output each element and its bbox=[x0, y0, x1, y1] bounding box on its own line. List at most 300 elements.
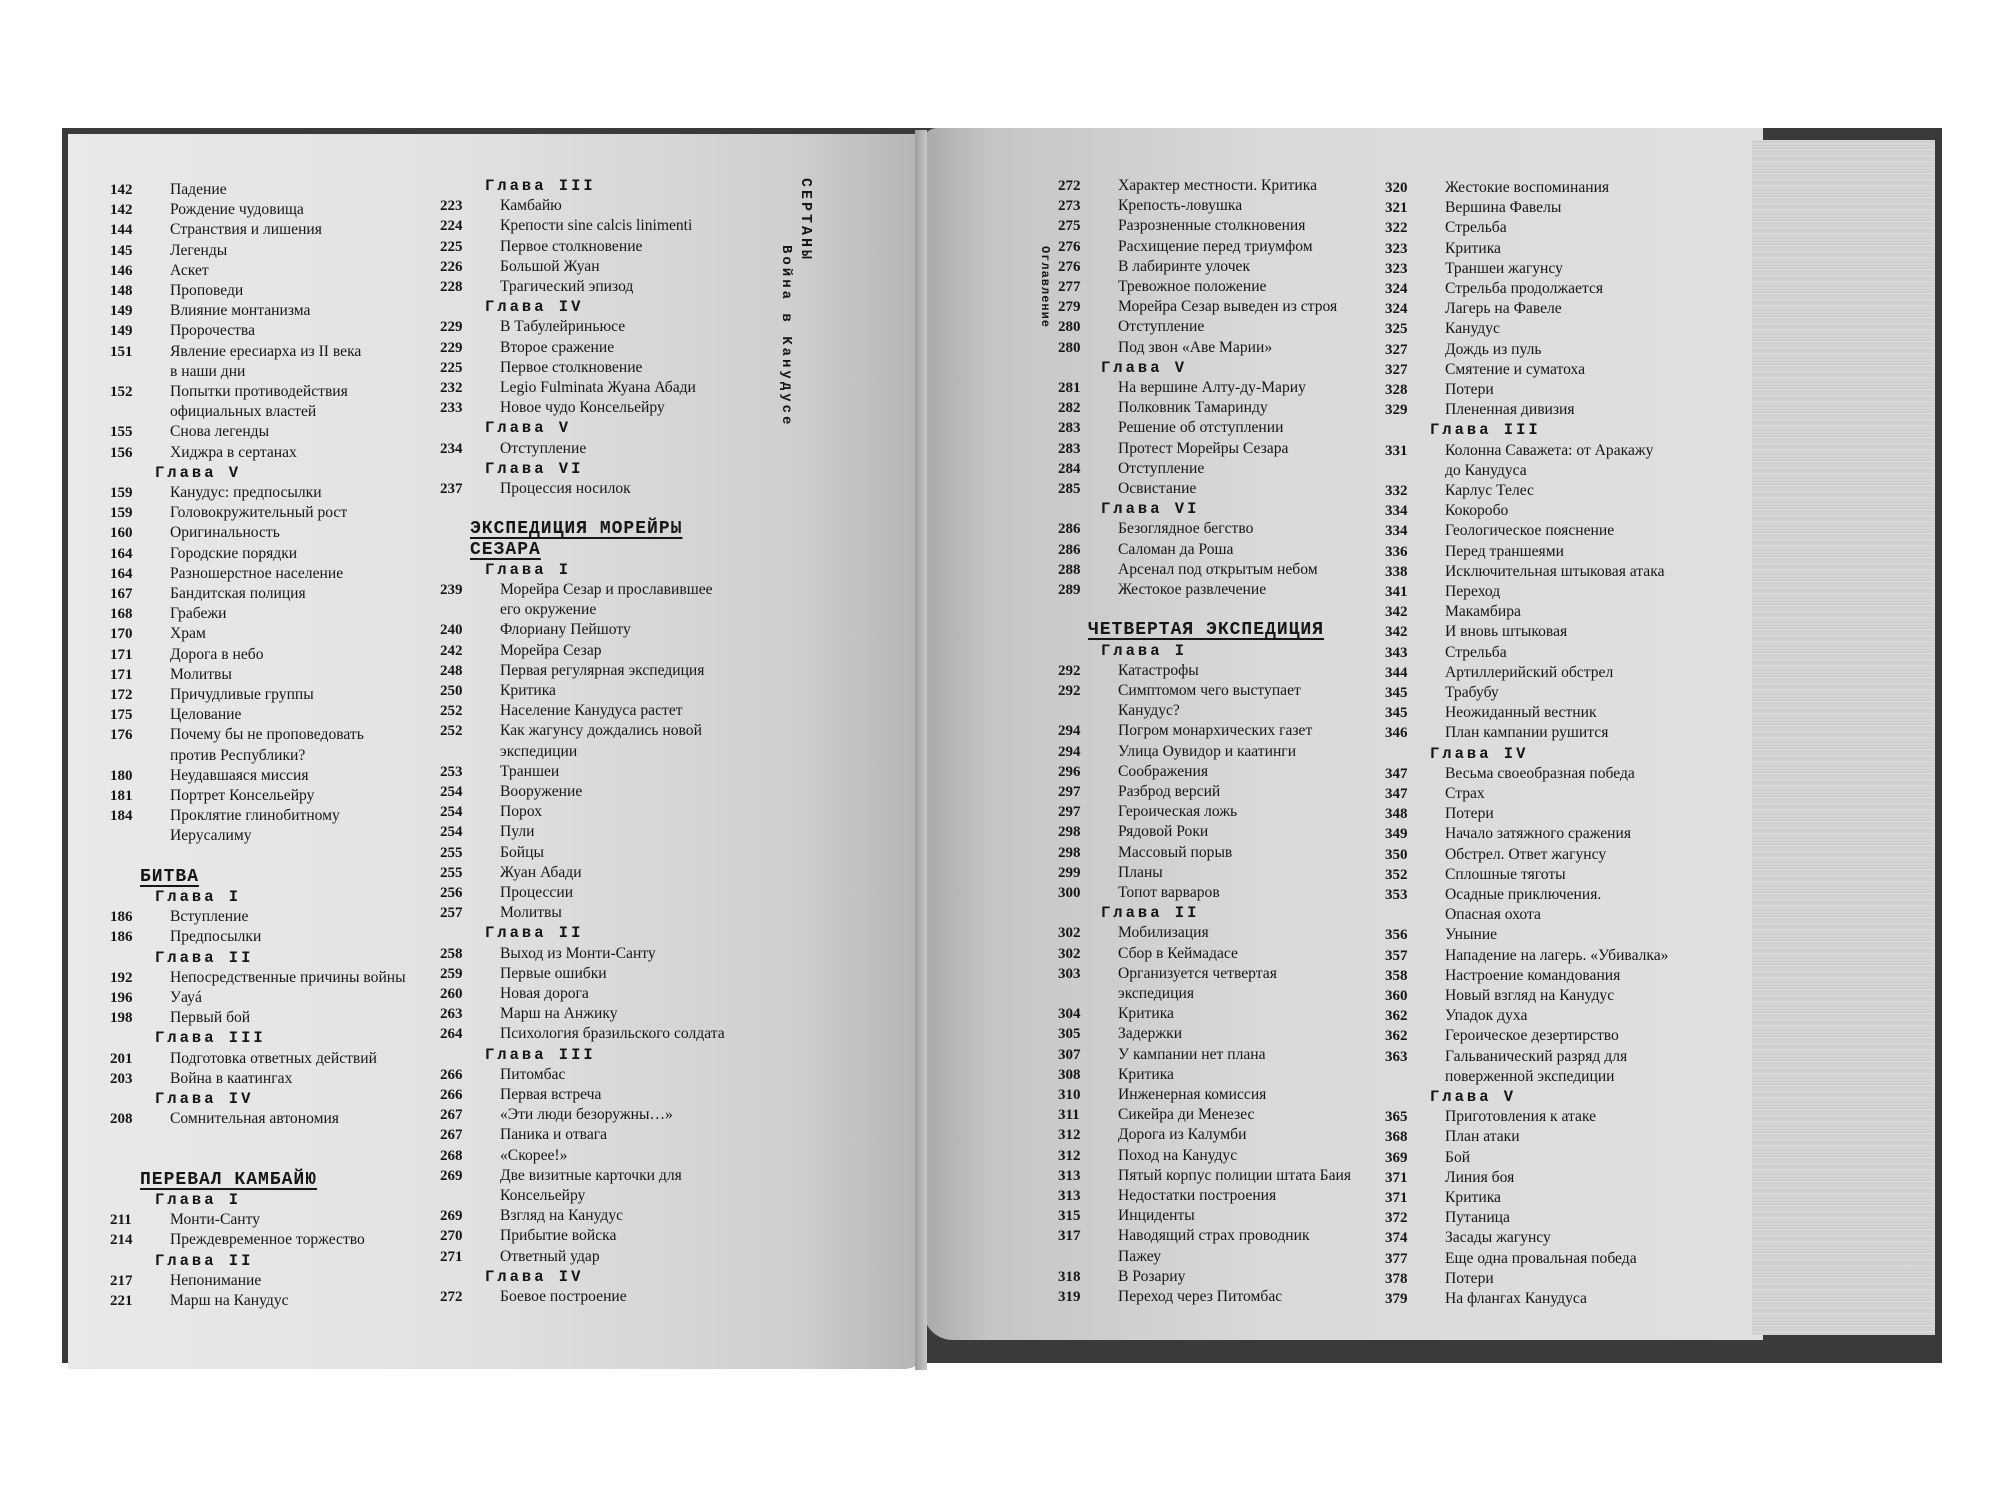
page-number: 266 bbox=[440, 1066, 463, 1083]
entry-title: Влияние монтанизма bbox=[170, 302, 311, 320]
page-number: 346 bbox=[1385, 725, 1408, 742]
entry-title: Трабубу bbox=[1445, 684, 1499, 701]
entry-title: Полковник Тамаринду bbox=[1118, 399, 1268, 417]
entry-title: Почему бы не проповедовать bbox=[170, 726, 364, 744]
entry-title: Порох bbox=[500, 803, 543, 821]
entry-title: Уныние bbox=[1445, 926, 1498, 944]
page-number: 276 bbox=[1058, 238, 1081, 255]
entry-title: Критика bbox=[500, 682, 556, 699]
page-number: 217 bbox=[110, 1272, 133, 1289]
entry-title: Проклятие глинобитному bbox=[170, 807, 340, 825]
page-number: 356 bbox=[1385, 927, 1408, 944]
page-number: 377 bbox=[1385, 1250, 1408, 1267]
entry-title: Попытки противодействия bbox=[170, 383, 348, 400]
running-head-book-title: СЕРТАНЫ bbox=[797, 178, 814, 263]
entry-title: Критика bbox=[1445, 1189, 1501, 1206]
entry-title: Странствия и лишения bbox=[170, 221, 322, 239]
page-number: 186 bbox=[110, 929, 133, 946]
entry-title: Война в каатингах bbox=[170, 1069, 293, 1087]
page-number: 233 bbox=[440, 400, 463, 417]
entry-title: Иерусалиму bbox=[170, 827, 252, 845]
page-number: 211 bbox=[110, 1212, 132, 1229]
entry-title: Протест Морейры Сезара bbox=[1118, 439, 1289, 457]
page-number: 294 bbox=[1058, 723, 1081, 740]
page-number: 156 bbox=[110, 444, 133, 461]
chapter-heading: Глава V bbox=[1101, 358, 1188, 377]
entry-title: Рядовой Роки bbox=[1118, 823, 1209, 841]
page-number: 225 bbox=[440, 359, 463, 376]
entry-title: Карлус Телес bbox=[1445, 482, 1534, 499]
entry-title: Аскет bbox=[170, 261, 209, 279]
entry-title: Линия боя bbox=[1445, 1168, 1515, 1186]
entry-title: Страх bbox=[1445, 785, 1485, 802]
entry-title: Организуется четвертая bbox=[1118, 964, 1277, 982]
page-number: 276 bbox=[1058, 258, 1081, 275]
page-number: 253 bbox=[440, 763, 463, 780]
page-number: 226 bbox=[440, 258, 463, 275]
chapter-heading: Глава II bbox=[1101, 904, 1200, 923]
page-number: 268 bbox=[440, 1147, 463, 1164]
page-number: 228 bbox=[440, 279, 463, 295]
page-number: 277 bbox=[1058, 279, 1081, 295]
entry-title: Кокоробо bbox=[1445, 502, 1509, 520]
page-number: 225 bbox=[440, 238, 463, 255]
entry-title: Саломан да Роша bbox=[1118, 540, 1234, 558]
page-number: 152 bbox=[110, 384, 133, 400]
page-number: 323 bbox=[1385, 260, 1408, 277]
entry-title: Гальванический разряд для bbox=[1445, 1047, 1628, 1065]
page-number: 269 bbox=[440, 1208, 463, 1225]
entry-title: Процессии bbox=[500, 884, 574, 901]
entry-title: Непонимание bbox=[170, 1271, 262, 1289]
page-number: 303 bbox=[1058, 965, 1081, 982]
entry-title: Портрет Консельейру bbox=[170, 787, 315, 804]
page-number: 294 bbox=[1058, 743, 1081, 760]
part-heading: ПЕРЕВАЛ КАМБАЙЮ bbox=[140, 1169, 318, 1190]
page-number: 164 bbox=[110, 545, 133, 562]
entry-title: Головокружительный рост bbox=[170, 504, 348, 522]
chapter-heading: Глава I bbox=[485, 560, 572, 579]
entry-title: Бандитская полиция bbox=[170, 585, 306, 602]
entry-title: Население Канудуса растет bbox=[500, 702, 683, 720]
entry-title: Легенды bbox=[170, 241, 228, 259]
entry-title: Лагерь на Фавеле bbox=[1445, 300, 1562, 318]
page-number: 229 bbox=[440, 339, 463, 356]
entry-title: Новая дорога bbox=[500, 985, 589, 1002]
entry-title: Дорога из Калумби bbox=[1118, 1126, 1247, 1144]
entry-title: против Республики? bbox=[170, 746, 306, 764]
entry-title: Сомнительная автономия bbox=[170, 1110, 339, 1128]
page-number: 196 bbox=[110, 990, 133, 1006]
entry-title: Проповеди bbox=[170, 282, 244, 299]
entry-title: Засады жагунсу bbox=[1445, 1229, 1551, 1247]
entry-title: Выход из Монти-Санту bbox=[500, 944, 656, 962]
page-number: 221 bbox=[110, 1293, 133, 1309]
page-number: 310 bbox=[1058, 1087, 1081, 1103]
entry-title: Первая регулярная экспедиция bbox=[500, 661, 705, 679]
entry-title: Пули bbox=[500, 823, 535, 841]
entry-title: Первая встреча bbox=[500, 1086, 602, 1103]
entry-title: Морейра Сезар выведен из строя bbox=[1118, 298, 1338, 316]
page-number: 342 bbox=[1385, 604, 1408, 621]
page-number: 272 bbox=[1058, 178, 1081, 194]
entry-title: Артиллерийский обстрел bbox=[1445, 663, 1614, 681]
entry-title: «Эти люди безоружны…» bbox=[500, 1106, 673, 1124]
page-number: 371 bbox=[1385, 1190, 1408, 1206]
page-number: 360 bbox=[1385, 988, 1408, 1004]
page-number: 263 bbox=[440, 1006, 463, 1023]
chapter-heading: Глава IV bbox=[485, 1267, 584, 1286]
page-number: 159 bbox=[110, 485, 133, 501]
page-number: 284 bbox=[1058, 460, 1081, 477]
entry-title: в наши дни bbox=[170, 362, 246, 380]
chapter-heading: Глава IV bbox=[155, 1090, 254, 1108]
entry-title: Геологическое пояснение bbox=[1445, 522, 1615, 540]
entry-title: Улица Оувидор и каатинги bbox=[1118, 742, 1297, 760]
entry-title: Канудус: предпосылки bbox=[170, 484, 322, 501]
chapter-heading: Глава IV bbox=[485, 298, 584, 317]
entry-title: Целование bbox=[170, 706, 242, 724]
page-number: 259 bbox=[440, 965, 463, 982]
entry-title: Стрельба bbox=[1445, 643, 1507, 661]
page-number: 267 bbox=[440, 1127, 463, 1144]
entry-title: Критика bbox=[1118, 1065, 1174, 1083]
entry-title: На флангах Канудуса bbox=[1445, 1290, 1587, 1307]
page-number: 181 bbox=[110, 788, 133, 804]
page-number: 271 bbox=[440, 1248, 463, 1265]
page-number: 275 bbox=[1058, 218, 1081, 235]
entry-title: Жестокое развлечение bbox=[1118, 581, 1267, 598]
page-number: 264 bbox=[440, 1026, 463, 1043]
page-number: 283 bbox=[1058, 440, 1081, 457]
entry-title: его окружение bbox=[500, 601, 597, 619]
entry-title: Сбор в Кеймадасе bbox=[1118, 944, 1238, 962]
page-number: 315 bbox=[1058, 1208, 1081, 1225]
page-number: 283 bbox=[1058, 420, 1081, 437]
entry-title: Консельейру bbox=[500, 1187, 586, 1204]
page-number: 371 bbox=[1385, 1169, 1408, 1186]
chapter-heading: Глава II bbox=[155, 1251, 254, 1270]
entry-title: Траншеи жагунсу bbox=[1445, 259, 1563, 277]
entry-title: Отступление bbox=[1118, 459, 1205, 477]
entry-title: Жестокие воспоминания bbox=[1445, 179, 1610, 196]
chapter-heading: Глава III bbox=[485, 1045, 596, 1064]
entry-title: Непосредственные причины войны bbox=[170, 968, 406, 986]
page-number: 358 bbox=[1385, 967, 1408, 984]
entry-title: В лабиринте улочек bbox=[1118, 257, 1251, 275]
entry-title: Подготовка ответных действий bbox=[170, 1049, 377, 1067]
entry-title: Траншеи bbox=[500, 762, 560, 780]
page-number: 239 bbox=[440, 582, 463, 598]
page-number: 248 bbox=[440, 662, 463, 679]
entry-title: Инженерная комиссия bbox=[1118, 1086, 1267, 1103]
entry-title: Крепость-ловушка bbox=[1118, 197, 1243, 215]
entry-title: Поход на Канудус bbox=[1118, 1146, 1238, 1164]
page-number: 224 bbox=[440, 218, 463, 235]
page-number: 297 bbox=[1058, 784, 1081, 800]
entry-title: Морейра Сезар bbox=[500, 641, 602, 659]
page-number: 186 bbox=[110, 909, 133, 926]
page-number: 322 bbox=[1385, 220, 1408, 237]
entry-title: Новое чудо Консельейру bbox=[500, 399, 665, 417]
page-number: 237 bbox=[440, 481, 463, 497]
book-spine-gutter bbox=[915, 130, 927, 1370]
page-number: 300 bbox=[1058, 885, 1081, 901]
entry-title: Героическая ложь bbox=[1118, 803, 1238, 821]
entry-title: Исключительная штыковая атака bbox=[1445, 562, 1665, 580]
entry-title: Канудус bbox=[1445, 320, 1500, 338]
entry-title: Трагический эпизод bbox=[500, 278, 634, 295]
entry-title: Перед траншеями bbox=[1445, 542, 1564, 560]
page-number: 255 bbox=[440, 864, 463, 881]
entry-title: Legio Fulminata Жуана Абади bbox=[500, 379, 696, 396]
entry-title: Первое столкновение bbox=[500, 237, 643, 255]
entry-title: Хиджра в сертанах bbox=[170, 443, 297, 461]
page-number: 299 bbox=[1058, 864, 1081, 881]
page-number: 144 bbox=[110, 222, 133, 239]
entry-title: Путаница bbox=[1445, 1209, 1510, 1227]
page-number: 175 bbox=[110, 707, 133, 724]
entry-title: У кампании нет плана bbox=[1118, 1045, 1266, 1063]
entry-title: Стрельба bbox=[1445, 219, 1507, 237]
page-number: 302 bbox=[1058, 945, 1081, 962]
page-number: 266 bbox=[440, 1087, 463, 1103]
page-number: 329 bbox=[1385, 402, 1408, 419]
page-number: 336 bbox=[1385, 543, 1408, 560]
page-number: 324 bbox=[1385, 301, 1408, 318]
page-number: 321 bbox=[1385, 200, 1408, 217]
page-number: 332 bbox=[1385, 483, 1408, 499]
entry-title: Отступление bbox=[500, 439, 587, 457]
entry-title: Весьма своеобразная победа bbox=[1445, 764, 1635, 782]
page-number: 159 bbox=[110, 505, 133, 522]
chapter-heading: Глава III bbox=[485, 177, 596, 195]
entry-title: План кампании рушится bbox=[1445, 724, 1609, 742]
page-number: 242 bbox=[440, 642, 463, 659]
entry-title: Освистание bbox=[1118, 480, 1197, 497]
page-number: 148 bbox=[110, 283, 133, 299]
entry-title: Планы bbox=[1118, 863, 1163, 881]
entry-title: Погром монархических газет bbox=[1118, 722, 1313, 740]
entry-title: Задержки bbox=[1118, 1025, 1183, 1043]
entry-title: Большой Жуан bbox=[500, 257, 600, 275]
entry-title: Характер местности. Критика bbox=[1118, 177, 1317, 194]
page-number: 214 bbox=[110, 1232, 133, 1249]
entry-title: Новый взгляд на Канудус bbox=[1445, 987, 1615, 1004]
page-number: 325 bbox=[1385, 321, 1408, 338]
page-number: 254 bbox=[440, 784, 463, 800]
page-number: 155 bbox=[110, 424, 133, 441]
entry-title: Недостатки построения bbox=[1118, 1187, 1277, 1204]
entry-title: Причудливые группы bbox=[170, 686, 314, 703]
entry-title: Процессия носилок bbox=[500, 480, 631, 497]
page-number: 347 bbox=[1385, 765, 1408, 782]
entry-title: Психология бразильского солдата bbox=[500, 1025, 725, 1043]
page-number: 345 bbox=[1385, 685, 1408, 701]
entry-title: Еще одна провальная победа bbox=[1445, 1249, 1637, 1267]
page-number: 234 bbox=[440, 440, 463, 457]
entry-title: Морейра Сезар и прославившее bbox=[500, 581, 713, 598]
entry-title: Неожиданный вестник bbox=[1445, 704, 1597, 722]
page-number: 342 bbox=[1385, 624, 1408, 641]
entry-title: Явление ересиарха из II века bbox=[170, 342, 362, 360]
entry-title: Топот варваров bbox=[1118, 884, 1220, 901]
page-number: 168 bbox=[110, 606, 133, 623]
page-number: 171 bbox=[110, 666, 133, 683]
chapter-heading: Глава II bbox=[485, 924, 584, 943]
page-number: 269 bbox=[440, 1167, 463, 1184]
page-number: 285 bbox=[1058, 481, 1081, 497]
entry-title: Потери bbox=[1445, 805, 1494, 823]
page-number: 267 bbox=[440, 1107, 463, 1124]
entry-title: Марш на Канудус bbox=[170, 1292, 289, 1309]
entry-title: Паника и отвага bbox=[500, 1126, 608, 1144]
entry-title: Как жагунсу дождались новой bbox=[500, 722, 702, 740]
page-number: 160 bbox=[110, 525, 133, 542]
page-number: 229 bbox=[440, 319, 463, 336]
entry-title: Пажеу bbox=[1118, 1247, 1162, 1265]
page-number: 362 bbox=[1385, 1028, 1408, 1045]
entry-title: Настроение командования bbox=[1445, 966, 1621, 984]
entry-title: Падение bbox=[170, 181, 227, 198]
entry-title: Дождь из пуль bbox=[1445, 340, 1542, 358]
entry-title: Боевое построение bbox=[500, 1288, 627, 1305]
entry-title: Пятый корпус полиции штата Баия bbox=[1118, 1166, 1352, 1184]
page-number: 203 bbox=[110, 1070, 133, 1087]
page-number: 298 bbox=[1058, 824, 1081, 841]
page-number: 260 bbox=[440, 986, 463, 1002]
page-number: 327 bbox=[1385, 341, 1408, 358]
entry-title: В Табулейриньюсе bbox=[500, 318, 626, 336]
page-number: 379 bbox=[1385, 1291, 1408, 1307]
entry-title: Пророчества bbox=[170, 322, 256, 340]
entry-title: Две визитные карточки для bbox=[500, 1166, 682, 1184]
page-number: 292 bbox=[1058, 662, 1081, 679]
page-number: 149 bbox=[110, 323, 133, 340]
page-number: 254 bbox=[440, 824, 463, 841]
entry-title: На вершине Алту-ду-Мариу bbox=[1118, 379, 1306, 396]
page-number: 167 bbox=[110, 586, 133, 602]
page-block-edge bbox=[1752, 140, 1935, 1335]
page-number: 254 bbox=[440, 804, 463, 821]
page-number: 142 bbox=[110, 182, 133, 198]
page-number: 171 bbox=[110, 646, 133, 663]
entry-title: Стрельба продолжается bbox=[1445, 280, 1604, 297]
page-number: 270 bbox=[440, 1228, 463, 1245]
entry-title: Флориану Пейшоту bbox=[500, 621, 631, 639]
entry-title: Жуан Абади bbox=[500, 863, 582, 881]
entry-title: Второе сражение bbox=[500, 338, 615, 356]
page-number: 292 bbox=[1058, 683, 1081, 699]
page-number: 240 bbox=[440, 622, 463, 639]
entry-title: до Канудуса bbox=[1445, 461, 1527, 479]
page-number: 308 bbox=[1058, 1066, 1081, 1083]
entry-title: Молитвы bbox=[170, 665, 232, 683]
page-number: 327 bbox=[1385, 361, 1408, 378]
page-number: 256 bbox=[440, 885, 463, 901]
page-number: 350 bbox=[1385, 846, 1408, 863]
page-number: 198 bbox=[110, 1010, 133, 1027]
page-number: 296 bbox=[1058, 763, 1081, 780]
entry-title: Арсенал под открытым небом bbox=[1118, 560, 1318, 578]
entry-title: Уауá bbox=[170, 989, 202, 1006]
page-number: 302 bbox=[1058, 925, 1081, 942]
page-number: 279 bbox=[1058, 299, 1081, 316]
chapter-heading: Глава I bbox=[1101, 641, 1188, 660]
page-number: 334 bbox=[1385, 523, 1408, 540]
entry-title: Колонна Саважета: от Аракажу bbox=[1445, 441, 1654, 459]
page-number: 232 bbox=[440, 380, 463, 396]
page-number: 192 bbox=[110, 969, 133, 986]
page-number: 258 bbox=[440, 945, 463, 962]
entry-title: Героическое дезертирство bbox=[1445, 1027, 1619, 1045]
entry-title: Критика bbox=[1445, 239, 1501, 257]
page-number: 145 bbox=[110, 242, 133, 259]
page-number: 223 bbox=[440, 198, 463, 215]
entry-title: поверженной экспедиции bbox=[1445, 1067, 1615, 1085]
chapter-heading: Глава VI bbox=[1101, 500, 1200, 519]
entry-title: Рождение чудовища bbox=[170, 201, 304, 219]
entry-title: Потери bbox=[1445, 1269, 1494, 1287]
page-number: 311 bbox=[1058, 1107, 1080, 1124]
entry-title: Разрозненные столкновения bbox=[1118, 217, 1306, 235]
entry-title: Крепости sine calcis linimenti bbox=[500, 217, 693, 235]
entry-title: Ответный удар bbox=[500, 1247, 600, 1265]
page-number: 257 bbox=[440, 905, 463, 922]
entry-title: Инциденты bbox=[1118, 1207, 1195, 1225]
page-number: 289 bbox=[1058, 582, 1081, 598]
page-number: 368 bbox=[1385, 1129, 1408, 1146]
entry-title: Первый бой bbox=[170, 1009, 251, 1027]
page-number: 363 bbox=[1385, 1048, 1408, 1065]
page-number: 151 bbox=[110, 343, 133, 360]
page-number: 146 bbox=[110, 262, 133, 279]
entry-title: Тревожное положение bbox=[1118, 278, 1267, 295]
entry-title: Потери bbox=[1445, 381, 1494, 398]
page-number: 255 bbox=[440, 844, 463, 861]
page-number: 286 bbox=[1058, 541, 1081, 558]
entry-title: экспедиции bbox=[500, 742, 578, 760]
page-number: 374 bbox=[1385, 1230, 1408, 1247]
page-number: 280 bbox=[1058, 339, 1081, 356]
part-heading: СЕЗАРА bbox=[470, 539, 541, 560]
entry-title: Под звон «Аве Марии» bbox=[1118, 338, 1273, 356]
page-number: 164 bbox=[110, 565, 133, 582]
page-number: 362 bbox=[1385, 1008, 1408, 1025]
entry-title: Соображения bbox=[1118, 762, 1208, 780]
chapter-heading: Глава IV bbox=[1430, 744, 1529, 763]
chapter-heading: Глава III bbox=[1430, 421, 1541, 440]
entry-title: И вновь штыковая bbox=[1445, 623, 1568, 641]
page-number: 304 bbox=[1058, 1006, 1081, 1023]
chapter-heading: Глава I bbox=[155, 888, 242, 906]
page-number: 345 bbox=[1385, 705, 1408, 722]
page-number: 201 bbox=[110, 1050, 133, 1067]
page-number: 305 bbox=[1058, 1026, 1081, 1043]
entry-title: Переход через Питомбас bbox=[1118, 1288, 1283, 1305]
entry-title: Предпосылки bbox=[170, 928, 262, 946]
page-number: 317 bbox=[1058, 1228, 1081, 1245]
page-number: 313 bbox=[1058, 1188, 1081, 1204]
page-number: 338 bbox=[1385, 563, 1408, 580]
entry-title: Канудус? bbox=[1118, 702, 1180, 720]
entry-title: Осадные приключения. bbox=[1445, 886, 1602, 903]
page-number: 172 bbox=[110, 687, 133, 703]
entry-title: Симптомом чего выступает bbox=[1118, 682, 1301, 699]
entry-title: Преждевременное торжество bbox=[170, 1231, 365, 1249]
page-number: 307 bbox=[1058, 1046, 1081, 1063]
entry-title: Городские порядки bbox=[170, 544, 298, 562]
